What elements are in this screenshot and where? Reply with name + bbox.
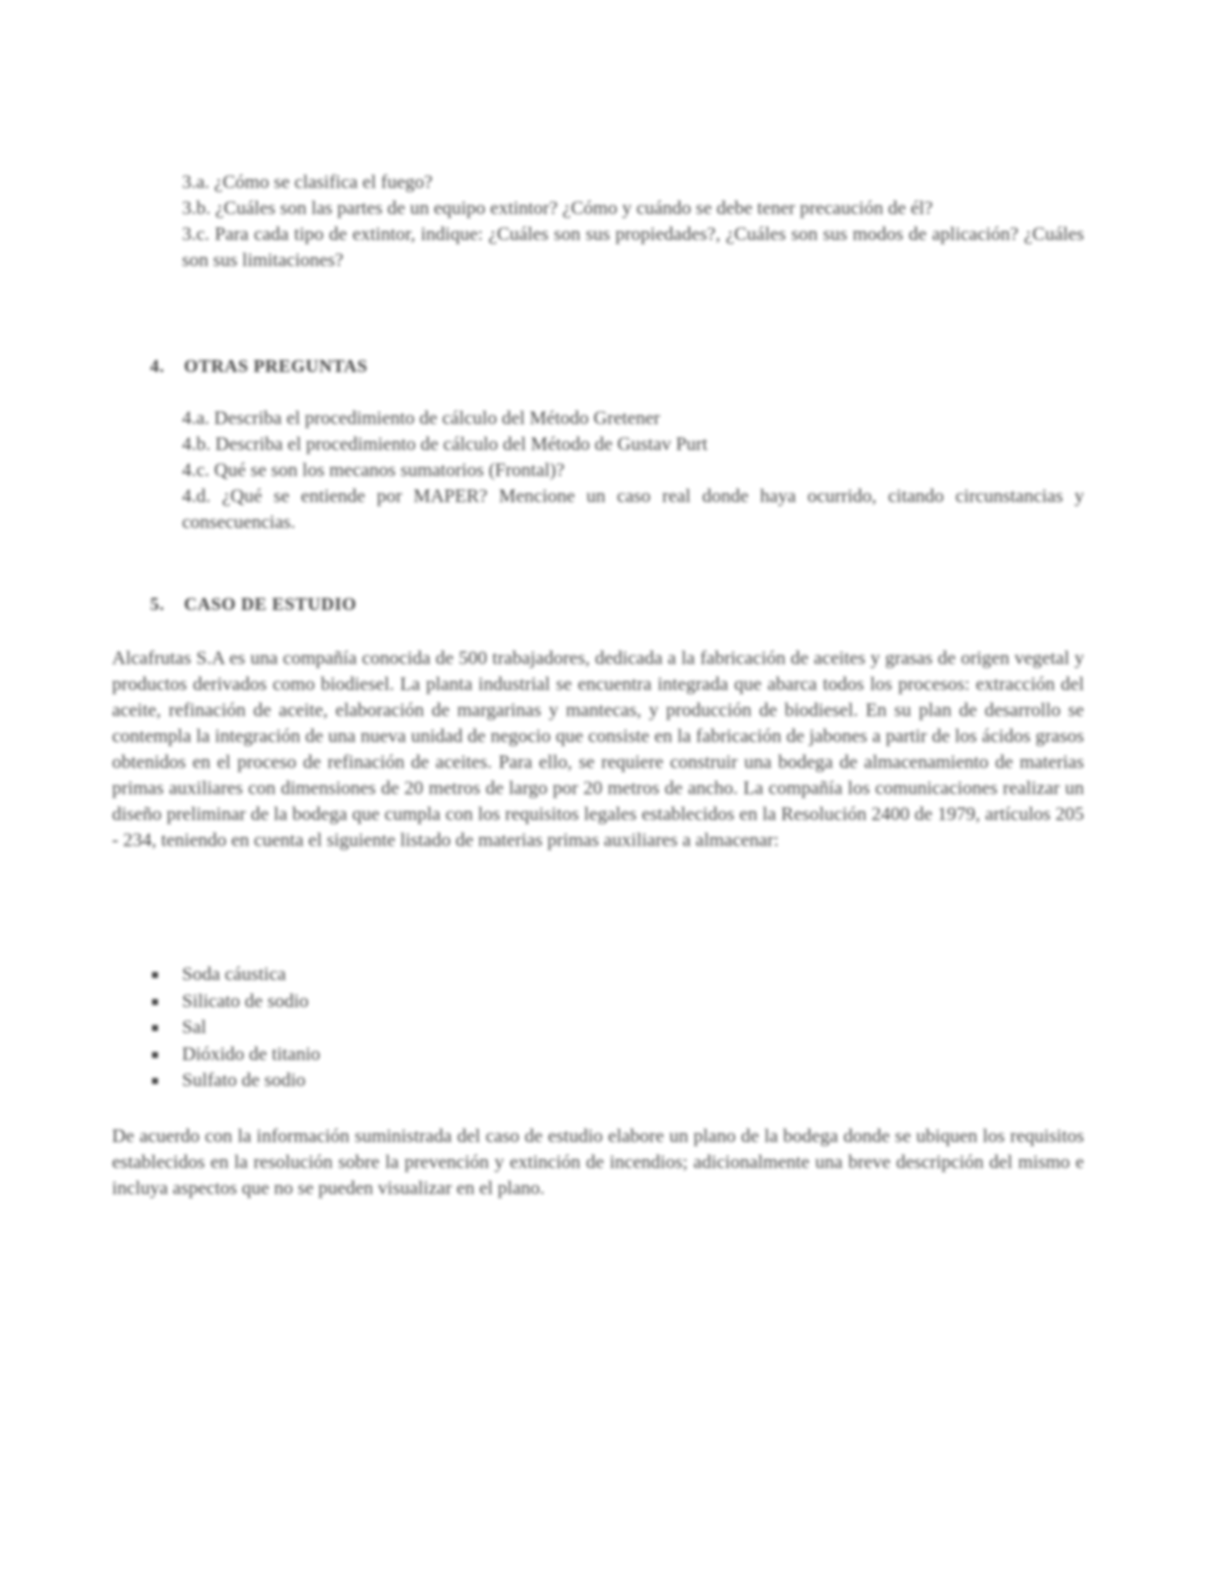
bullet-icon (152, 1078, 158, 1084)
question-4d: 4.d. ¿Qué se entiende por MAPER? Mencione un caso real donde haya ocurrido, citando circunstancias y consecuencias. (182, 486, 1084, 533)
list-item: Sal (148, 1015, 748, 1042)
list-item: Soda cáustica (148, 962, 748, 989)
section-3-questions (182, 170, 1084, 274)
list-item: Sulfato de sodio (148, 1068, 748, 1095)
section-5-heading (150, 594, 357, 615)
list-item: Dióxido de titanio (148, 1042, 748, 1069)
bullet-icon (152, 1025, 158, 1031)
question-3c: 3.c. Para cada tipo de extintor, indique: ¿Cuáles son sus propiedades?, ¿Cuáles son sus modos de aplicación? ¿Cuáles son sus limitaciones? (182, 224, 1084, 271)
instructions-paragraph: De acuerdo con la información suministrada del caso de estudio elabore un plano de la bodega donde se ubiquen los requisitos establecidos en la resolución sobre la prevención y extinción de incendios; adicionalmente una breve descripción del mismo e incluya aspectos que no se pueden visualizar en el plano. (112, 1126, 1084, 1199)
question-4c: 4.c. Qué se son los mecanos sumatorios (Frontal)? (182, 460, 565, 481)
section-5-number: 5. (150, 594, 165, 614)
question-4a: 4.a. Describa el procedimiento de cálculo del Método Gretener (182, 408, 660, 429)
section-4-title: OTRAS PREGUNTAS (184, 356, 368, 376)
question-3b: 3.b. ¿Cuáles son las partes de un equipo extintor? ¿Cómo y cuándo se debe tener precaución de él? (182, 198, 933, 219)
question-3a: 3.a. ¿Cómo se clasifica el fuego? (182, 172, 433, 193)
section-5-title: CASO DE ESTUDIO (184, 594, 357, 614)
case-study-paragraph: Alcafrutas S.A es una compañía conocida de 500 trabajadores, dedicada a la fabricación de aceites y grasas de origen vegetal y productos derivados como biodiesel. La planta industrial se encuentra integrada que abarca todos los procesos: extracción del aceite, refinación de aceite, elaboración de margarinas y mantecas, y producción de biodiesel. En su plan de desarrollo se contempla la integración de una nueva unidad de negocio que consiste en la fabricación de jabones a partir de los ácidos grasos obtenidos en el proceso de refinación de aceites. Para ello, se requiere construir una bodega de almacenamiento de materias primas auxiliares con dimensiones de 20 metros de largo por 20 metros de ancho. La compañía los comunicaciones realizar un diseño preliminar de la bodega que cumpla con los requisitos legales establecidos en la Resolución 2400 de 1979, artículos 205 - 234, teniendo en cuenta el siguiente listado de materias primas auxiliares a almacenar: (112, 648, 1084, 851)
section-4-heading (150, 356, 368, 377)
bullet-icon (152, 1052, 158, 1058)
question-4b: 4.b. Describa el procedimiento de cálculo del Método de Gustav Purt (182, 434, 708, 455)
materials-list (148, 962, 748, 1095)
section-4-questions (182, 406, 1084, 536)
list-item: Silicato de sodio (148, 989, 748, 1016)
bullet-icon (152, 972, 158, 978)
bullet-icon (152, 999, 158, 1005)
section-4-number: 4. (150, 356, 165, 376)
